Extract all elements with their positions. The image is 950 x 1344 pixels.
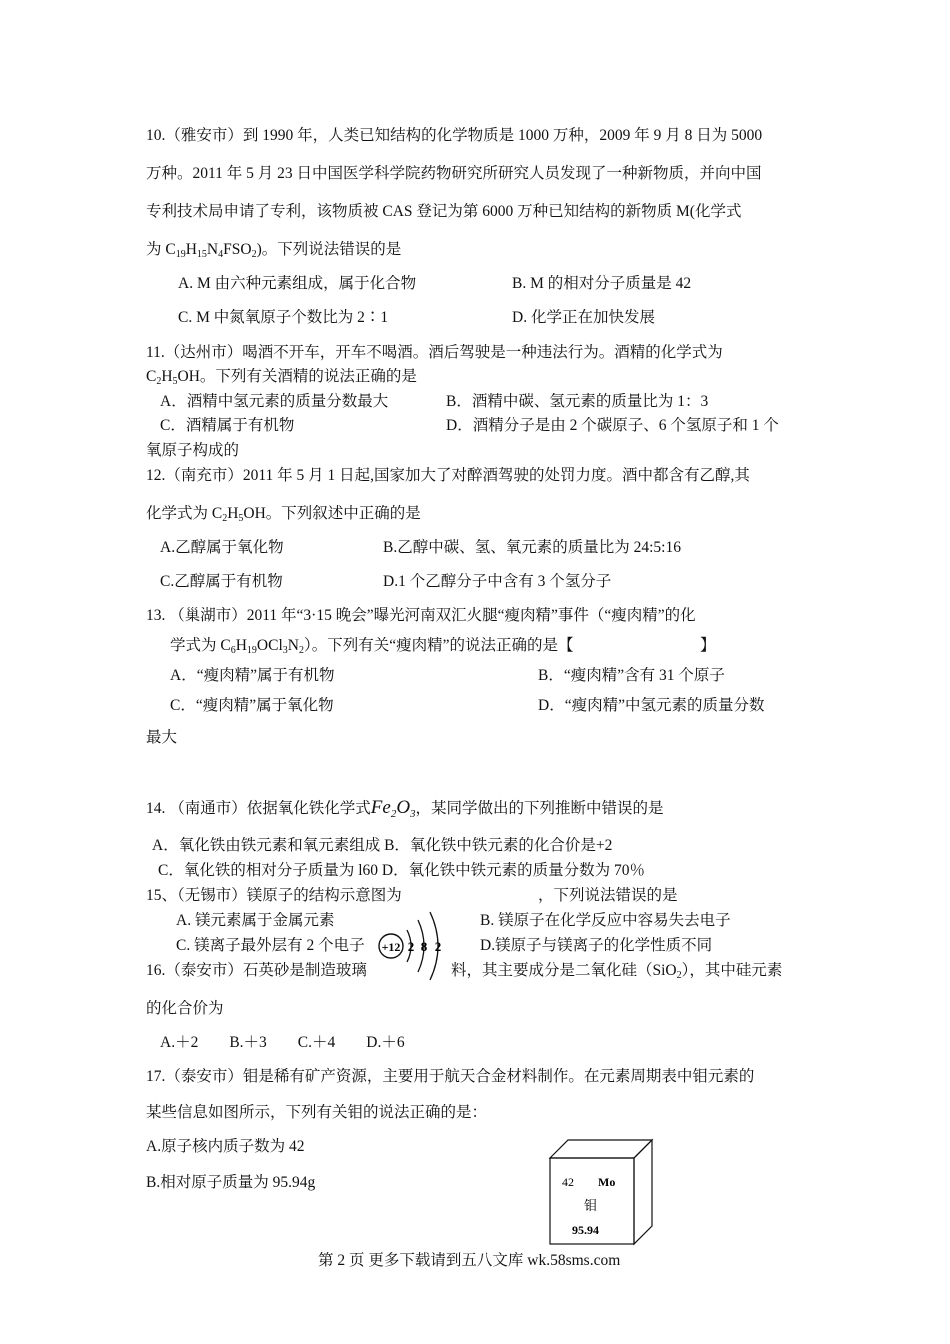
q11-option-d: D．酒精分子是由 2 个碳原子、6 个氢原子和 1 个 xyxy=(446,417,779,434)
q13-sub: 6 xyxy=(230,645,236,656)
q11-formula-part: H xyxy=(161,368,173,385)
element-symbol: Mo xyxy=(598,1175,616,1189)
q14-options-ab: A．氧化铁由铁元素和氧元素组成 B．氧化铁中铁元素的化合价是+2 xyxy=(152,837,613,854)
q15-option-b: B. 镁原子在化学反应中容易失去电子 xyxy=(480,912,731,929)
q14-sub: 3 xyxy=(410,808,416,820)
q14-formula-o: O xyxy=(396,797,411,818)
q10-option-b: B. M 的相对分子质量是 42 xyxy=(512,275,692,292)
q15-line-1-prefix: 15、（无锡市）镁原子的结构示意图为 xyxy=(146,887,402,904)
page-footer: 第 2 页 更多下载请到五八文库 wk.58sms.com xyxy=(318,1252,621,1269)
q16-options: A.＋2 B.＋3 C.＋4 D.＋6 xyxy=(160,1034,405,1051)
q12-formula-prefix: 化学式为 C xyxy=(146,505,223,522)
q13-sub: 3 xyxy=(282,645,288,656)
q10-option-c: C. M 中氮氧原子个数比为 2∶1 xyxy=(178,309,389,326)
q15-line-1-suffix: ，下列说法错误的是 xyxy=(538,887,678,904)
magnesium-atom-diagram xyxy=(374,908,454,984)
q12-option-a: A.乙醇属于氧化物 xyxy=(160,539,284,556)
q14-sub: 2 xyxy=(390,808,397,820)
q13-option-b: B．“瘦肉精”含有 31 个原子 xyxy=(538,667,725,684)
q13-formula-suffix: ）。下列有关“瘦肉精”的说法正确的是【 xyxy=(303,637,574,654)
q12-line-2 xyxy=(146,504,421,529)
q12-line-1: 12.（南充市）2011 年 5 月 1 日起,国家加大了对醉酒驾驶的处罚力度。酒中都含有乙醇,其 xyxy=(146,467,750,484)
element-name: 钼 xyxy=(584,1199,598,1214)
shell-3-count: 2 xyxy=(434,939,442,954)
q12-formula-part: H xyxy=(227,505,239,522)
q11-line-1: 11.（达州市）喝酒不开车，开车不喝酒。酒后驾驶是一种违法行为。酒精的化学式为 xyxy=(146,344,723,361)
q14-formula-fe: Fe xyxy=(370,797,391,818)
q10-line-4 xyxy=(146,240,401,265)
q17-line-2: 某些信息如图所示，下列有关钼的说法正确的是： xyxy=(146,1104,488,1121)
cell-side-face xyxy=(634,1140,652,1244)
q10-option-d: D. 化学正在加快发展 xyxy=(512,309,655,326)
q11-formula-suffix: OH。下列有关酒精的说法正确的是 xyxy=(177,368,417,385)
q17-line-1: 17.（泰安市）钼是稀有矿产资源，主要用于航天合金材料制作。在元素周期表中钼元素的 xyxy=(146,1068,755,1085)
q13-formula-part: OCl xyxy=(256,637,283,654)
q11-sub: 5 xyxy=(172,376,178,387)
q13-option-d: D．“瘦肉精”中氢元素的质量分数 xyxy=(538,697,765,714)
q13-sub: 2 xyxy=(298,645,304,656)
q13-line-1: 13. （巢湖市）2011 年“3·15 晚会”曝光河南双汇火腿“瘦肉精”事件（“瘦肉精”的化 xyxy=(146,607,696,624)
q10-line-2: 万种。2011 年 5 月 23 日中国医学科学院药物研究所研究人员发现了一种新物质，并向中国 xyxy=(146,165,762,182)
atomic-number: 42 xyxy=(562,1175,574,1189)
q11-formula-part: C xyxy=(146,368,157,385)
q14-line-1 xyxy=(146,798,664,824)
q16-line-2: 的化合价为 xyxy=(146,1000,224,1017)
q10-formula-part: FSO xyxy=(223,241,252,258)
q12-sub: 2 xyxy=(222,513,228,524)
q10-sub: 19 xyxy=(175,249,186,260)
shell-2-count: 8 xyxy=(420,939,428,954)
q13-formula-part: H xyxy=(235,637,247,654)
q10-line-1: 10.（雅安市）到 1990 年，人类已知结构的化学物质是 1000 万种，2009 年 9 月 8 日为 5000 xyxy=(146,127,763,144)
q13-line-2 xyxy=(170,636,573,661)
q12-option-b: B.乙醇中碳、氢、氧元素的质量比为 24:5:16 xyxy=(383,539,681,556)
molybdenum-element-cell xyxy=(548,1138,654,1246)
q15-option-d: D.镁原子与镁离子的化学性质不同 xyxy=(480,937,713,954)
q11-option-c: C．酒精属于有机物 xyxy=(160,417,295,434)
q12-formula-suffix: OH。下列叙述中正确的是 xyxy=(243,505,421,522)
q13-bracket-close: 】 xyxy=(700,637,716,654)
q11-sub: 2 xyxy=(156,376,162,387)
q10-sub: 4 xyxy=(218,249,224,260)
q17-option-a: A.原子核内质子数为 42 xyxy=(146,1138,305,1155)
q13-option-d-cont: 最大 xyxy=(146,729,178,746)
q17-option-b: B.相对原子质量为 95.94g xyxy=(146,1174,316,1191)
q14-prefix: 14. （南通市）依据氧化铁化学式 xyxy=(146,800,371,817)
q10-sub: 15 xyxy=(196,249,207,260)
q14-suffix: ，某同学做出的下列推断中错误的是 xyxy=(415,800,664,817)
q10-sub: 2 xyxy=(251,249,257,260)
q13-sub: 19 xyxy=(246,645,257,656)
atomic-mass: 95.94 xyxy=(572,1223,599,1237)
q14-options-cd: C．氧化铁的相对分子质量为 l60 D．氧化铁中铁元素的质量分数为 70％ xyxy=(158,862,645,879)
q11-option-a: A．酒精中氢元素的质量分数最大 xyxy=(160,393,389,410)
q12-sub: 5 xyxy=(238,513,244,524)
q16-text-end: ），其中硅元素 xyxy=(681,962,783,979)
q11-option-b: B．酒精中碳、氢元素的质量比为 1：3 xyxy=(446,393,709,410)
nucleus-charge: +12 xyxy=(381,940,401,954)
q13-option-a: A．“瘦肉精”属于有机物 xyxy=(170,667,335,684)
q13-formula-prefix: 学式为 C xyxy=(170,637,231,654)
q10-formula-suffix: )。下列说法错误的是 xyxy=(256,241,402,258)
q11-option-d-cont: 氧原子构成的 xyxy=(146,442,240,459)
shell-1-count: 2 xyxy=(407,939,415,954)
q10-formula-part: N xyxy=(206,241,219,258)
q13-formula-part: N xyxy=(287,637,299,654)
q12-option-d: D.1 个乙醇分子中含有 3 个氢分子 xyxy=(383,573,612,590)
q16-sub: 2 xyxy=(676,970,682,981)
q10-line-3: 专利技术局申请了专利，该物质被 CAS 登记为第 6000 万种已知结构的新物质 M(化学式 xyxy=(146,203,742,220)
q10-formula-part: H xyxy=(185,241,197,258)
q16-text: 料，其主要成分是二氧化硅（SiO xyxy=(451,962,677,979)
q12-option-c: C.乙醇属于有机物 xyxy=(160,573,283,590)
q16-line-1-suffix xyxy=(451,961,782,986)
q15-option-c: C. 镁离子最外层有 2 个电子 xyxy=(176,937,365,954)
q15-option-a: A. 镁元素属于金属元素 xyxy=(176,912,335,929)
q16-line-1-prefix: 16.（泰安市）石英砂是制造玻璃 xyxy=(146,962,367,979)
q11-line-2 xyxy=(146,367,417,392)
q10-formula-prefix: 为 C xyxy=(146,241,176,258)
q10-option-a: A. M 由六种元素组成，属于化合物 xyxy=(178,275,417,292)
q13-option-c: C．“瘦肉精”属于氧化物 xyxy=(170,697,334,714)
